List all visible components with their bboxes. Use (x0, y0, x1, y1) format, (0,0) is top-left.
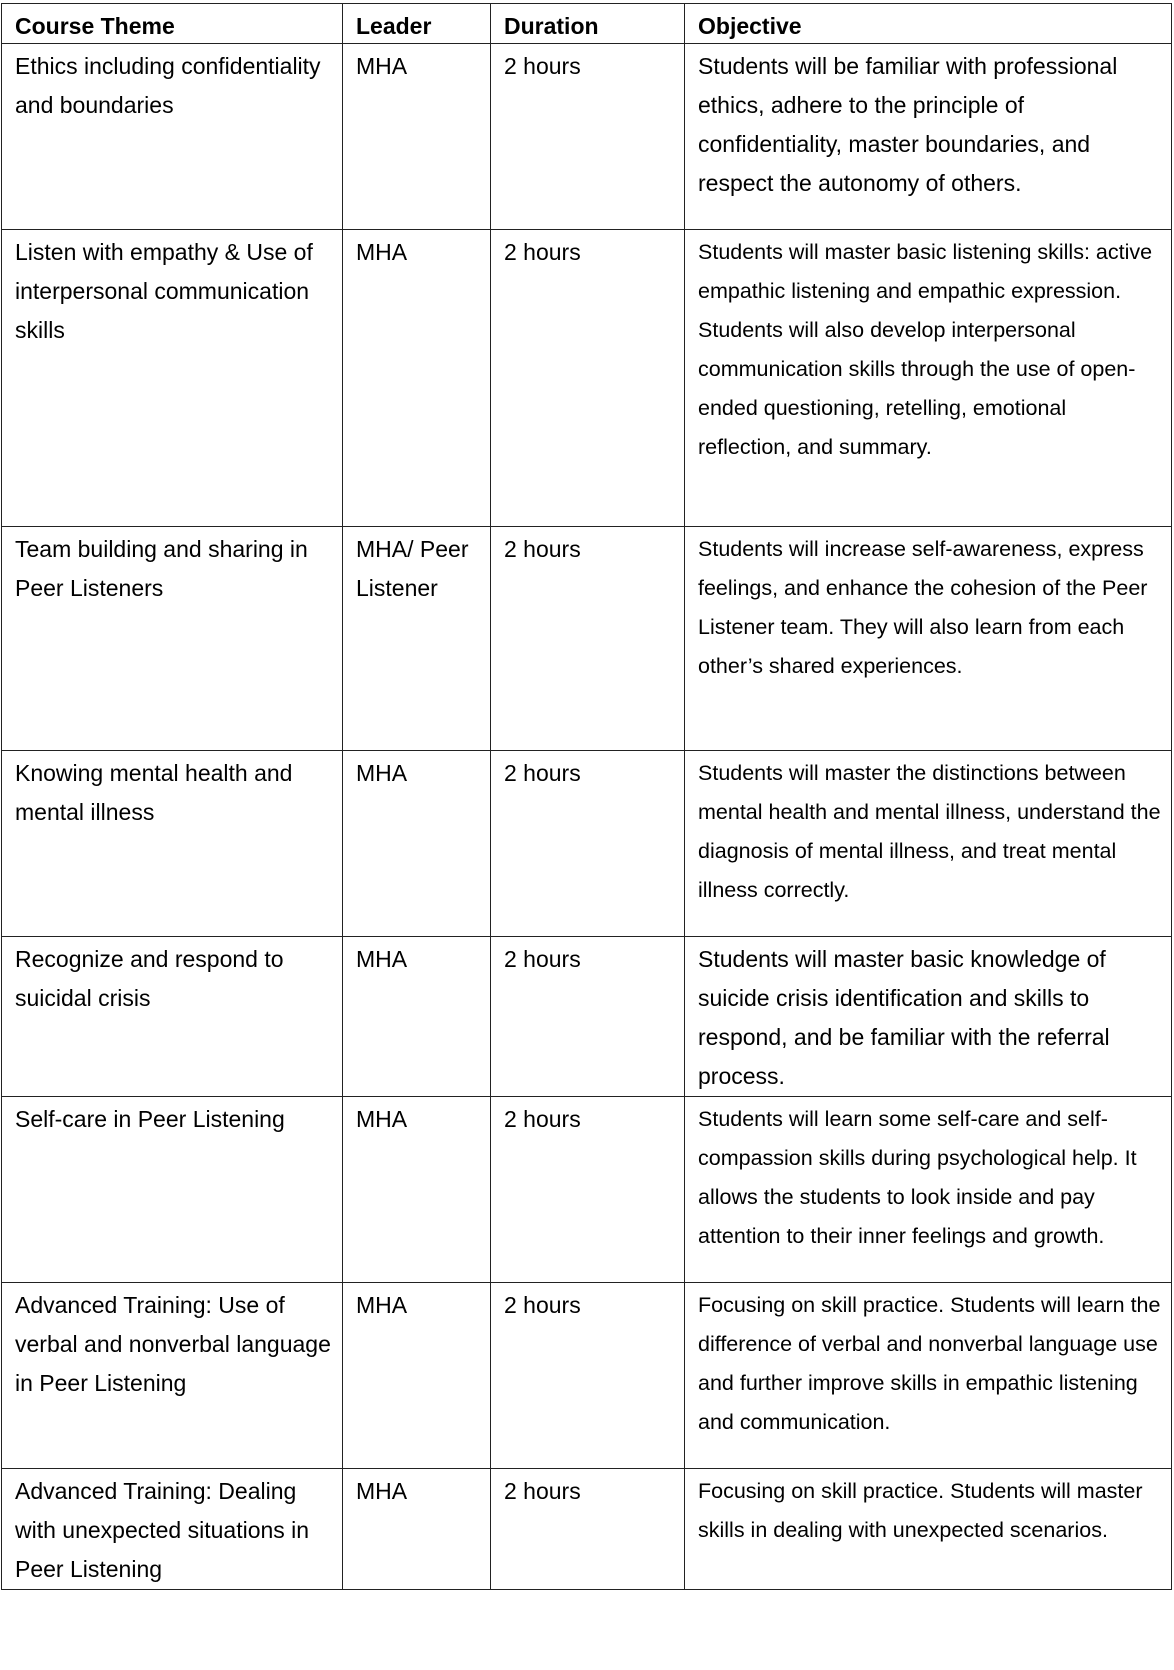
cell-duration: 2 hours (491, 751, 685, 937)
cell-objective: Students will master the distinctions between mental health and mental illness, understand the diagnosis of mental illness, and treat mental illness correctly. (685, 751, 1172, 937)
cell-course-theme: Ethics including confidentiality and boundaries (2, 44, 343, 230)
cell-course-theme: Knowing mental health and mental illness (2, 751, 343, 937)
cell-objective: Students will master basic listening skills: active empathic listening and empathic expression. Students will also develop interpersonal communication skills through the use of open-ended questioning, retelling, emotional reflection, and summary. (685, 230, 1172, 527)
cell-leader: MHA/ Peer Listener (343, 527, 491, 751)
cell-duration: 2 hours (491, 527, 685, 751)
header-leader: Leader (343, 4, 491, 44)
header-course-theme: Course Theme (2, 4, 343, 44)
cell-duration: 2 hours (491, 1097, 685, 1283)
cell-leader: MHA (343, 937, 491, 1097)
cell-course-theme: Advanced Training: Use of verbal and nonverbal language in Peer Listening (2, 1283, 343, 1469)
cell-duration: 2 hours (491, 230, 685, 527)
cell-duration: 2 hours (491, 44, 685, 230)
cell-objective: Focusing on skill practice. Students will learn the difference of verbal and nonverbal language use and further improve skills in empathic listening and communication. (685, 1283, 1172, 1469)
cell-leader: MHA (343, 1283, 491, 1469)
cell-leader: MHA (343, 751, 491, 937)
cell-course-theme: Self-care in Peer Listening (2, 1097, 343, 1283)
cell-objective: Students will learn some self-care and self-compassion skills during psychological help. It allows the students to look inside and pay attention to their inner feelings and growth. (685, 1097, 1172, 1283)
table-row (2, 230, 1172, 527)
cell-course-theme: Recognize and respond to suicidal crisis (2, 937, 343, 1097)
table-row (2, 1283, 1172, 1469)
table-row (2, 937, 1172, 1097)
cell-leader: MHA (343, 230, 491, 527)
cell-objective: Students will be familiar with professional ethics, adhere to the principle of confidentiality, master boundaries, and respect the autonomy of others. (685, 44, 1172, 230)
cell-duration: 2 hours (491, 1469, 685, 1590)
header-objective: Objective (685, 4, 1172, 44)
cell-leader: MHA (343, 1469, 491, 1590)
cell-course-theme: Listen with empathy & Use of interpersonal communication skills (2, 230, 343, 527)
table-row (2, 527, 1172, 751)
table-header-row (2, 4, 1172, 44)
cell-duration: 2 hours (491, 1283, 685, 1469)
table-row (2, 1097, 1172, 1283)
cell-course-theme: Advanced Training: Dealing with unexpected situations in Peer Listening (2, 1469, 343, 1590)
cell-objective: Students will increase self-awareness, express feelings, and enhance the cohesion of the Peer Listener team. They will also learn from each other’s shared experiences. (685, 527, 1172, 751)
table-row (2, 1469, 1172, 1590)
cell-duration: 2 hours (491, 937, 685, 1097)
course-schedule-table (1, 3, 1172, 1590)
table-row (2, 44, 1172, 230)
cell-objective: Students will master basic knowledge of suicide crisis identification and skills to respond, and be familiar with the referral process. (685, 937, 1172, 1097)
header-duration: Duration (491, 4, 685, 44)
cell-course-theme: Team building and sharing in Peer Listeners (2, 527, 343, 751)
cell-leader: MHA (343, 1097, 491, 1283)
cell-objective: Focusing on skill practice. Students will master skills in dealing with unexpected scenarios. (685, 1469, 1172, 1590)
cell-leader: MHA (343, 44, 491, 230)
table-row (2, 751, 1172, 937)
